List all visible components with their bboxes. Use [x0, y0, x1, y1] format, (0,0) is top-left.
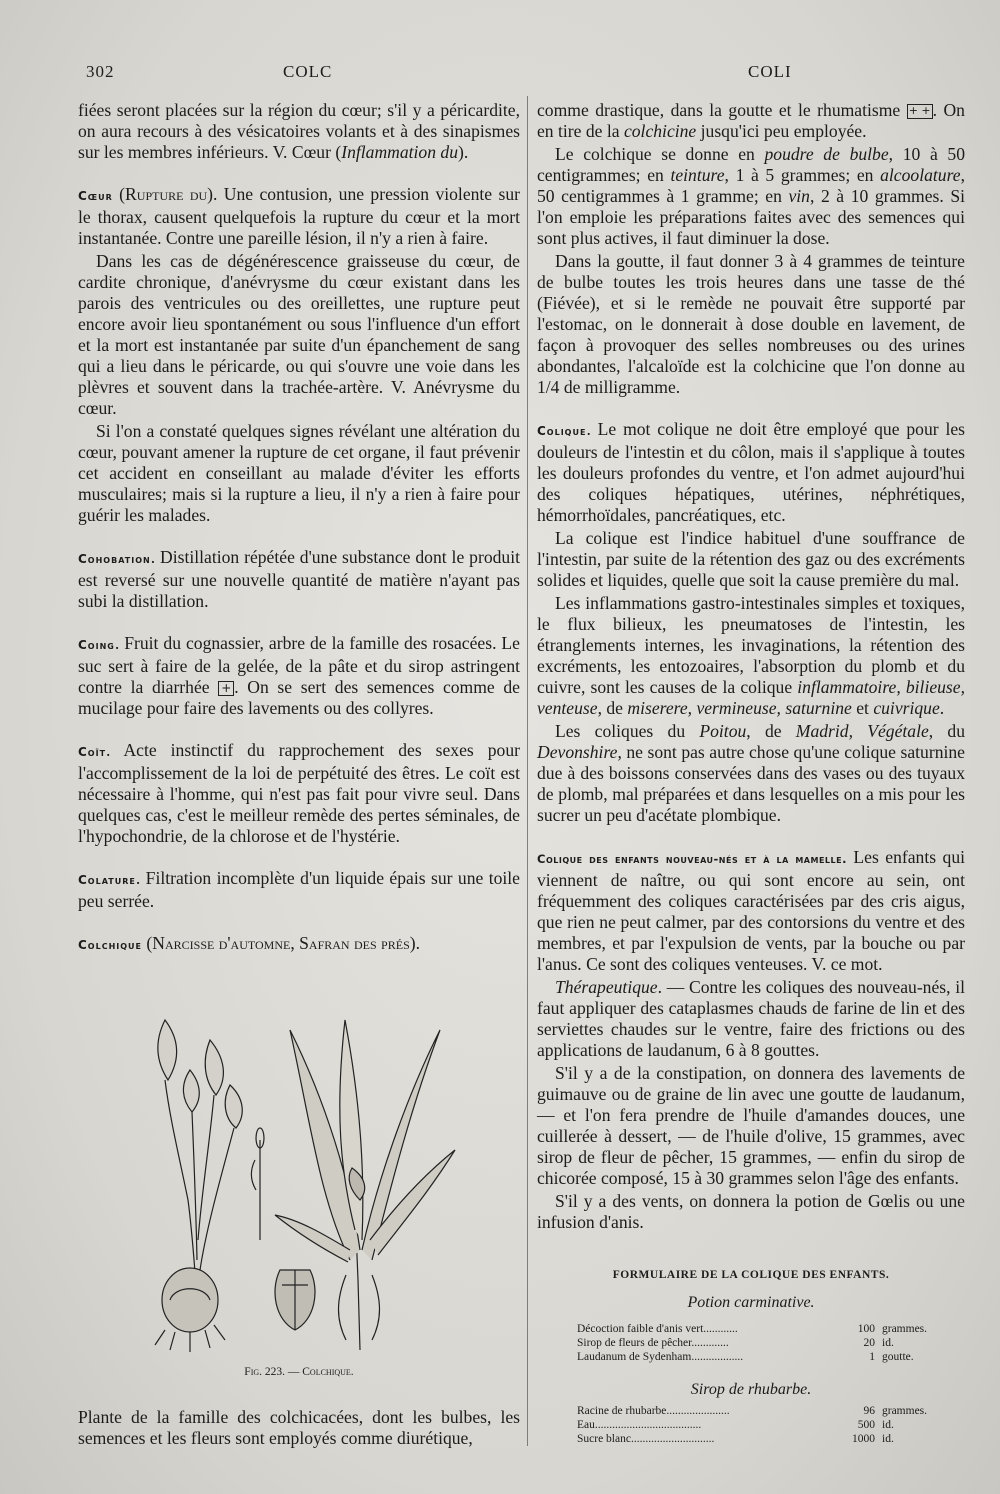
paragraph: La colique est l'indice habituel d'une souffrance de l'intestin, par suite de la rétention des gaz ou des excréments solides et liquides, quelle que soit la cause première du mal.	[537, 528, 965, 590]
paragraph: comme drastique, dans la goutte et le rhumatisme + + . On en tire de la colchicine jusqu'ici peu employée.	[537, 100, 965, 141]
running-header	[0, 62, 1000, 90]
paragraph: Le colchique se donne en poudre de bulbe, 10 à 50 centigrammes; en teinture, 1 à 5 grammes; en alcoolature, 50 centigrammes à 1 gramme; en vin, 2 à 10 grammes. Si l'on emploie les préparations faites avec des semences qui sont plus actives, il faut diminuer la dose.	[537, 144, 966, 248]
recipe-row: Décoction faible d'anis vert............ 100 grammes.	[577, 1323, 928, 1335]
colchicum-illustration	[110, 1000, 500, 1370]
dose-symbol-icon: +	[218, 681, 234, 696]
recipe-row: Racine de rhubarbe...................... 96 grammes.	[577, 1405, 928, 1417]
page-number: 302	[86, 62, 115, 81]
paragraph: Si l'on a constaté quelques signes révélant une altération du cœur, pouvant amener la rupture de cet organe, il faut prévenir cet accident en conseillant au malade d'éviter les efforts musculaires; mais si la rupture a lieu, il n'y a rien à faire pour guérir les malades.	[78, 421, 520, 525]
paragraph: S'il y a de la constipation, on donnera des lavements de guimauve ou de graine de lin avec une goutte de laudanum, — et l'on fera prendre de l'huile d'amandes douces, une cuillerée à dessert, — de l'huile d'olive, 15 grammes, avec sirop de fleur de pêcher, 15 grammes, — enfin du sirop de chicorée composé, 15 à 30 grammes selon l'âge des enfants.	[537, 1063, 965, 1188]
recipe-title: Sirop de rhubarbe.	[690, 1381, 812, 1398]
formulary-title: FORMULAIRE DE LA COLIQUE DES ENFANTS.	[612, 1269, 890, 1281]
headword: Colchique	[78, 938, 143, 952]
paragraph: fiées seront placées sur la région du cœur; s'il y a péricardite, on aura recours à des vésicatoires volants et à des sinapismes sur les membres inférieurs. V. Cœur (Inflammation du).	[78, 100, 520, 162]
entry-colique-enfants: Colique des enfants nouveau-nés et à la mamelle. Les enfants qui viennent de naître, ou qui sont encore au sein, ont fréquemment des coliques caractérisées par des cris aigus, que rien ne peut calmer, par des contorsions du ventre et des membres, et par l'expulsion de vents, par la bouche ou par l'anus. Ce sont des coliques venteuses. V. ce mot.	[537, 847, 965, 974]
paragraph: Dans les cas de dégénérescence graisseuse du cœur, de cardite chronique, d'anévrysme du cœur existant dans les parois des ventricules ou des oreillettes, une rupture peut encore avoir lieu spontanément ou sous l'influence d'un effort et la mort est instantanée par suite d'un épanchement de sang qui a lieu dans le péricarde, ou qui s'ouvre une voie dans les plèvres et souvent dans la trachée-artère. V. Anévrysme du cœur.	[78, 251, 520, 418]
entry-colature: Colature. Filtration incomplète d'un liquide épais sur une toile peu serrée.	[78, 868, 520, 911]
entry-coeur: Cœur (Rupture du). Une contusion, une pression violente sur le thorax, causent quelquefois la rupture du cœur et la mort instantanée. Contre une pareille lésion, il n'y a rien à faire.	[78, 184, 520, 248]
headword: Colique des enfants nouveau-nés et à la mamelle.	[537, 852, 847, 866]
paragraph: Les coliques du Poitou, de Madrid, Végétale, du Devonshire, ne sont pas autre chose qu'une colique saturnine due à des boissons conservées dans des vases ou des tuyaux de plomb, mal préparées et dans lesquelles on a mis pour les sucrer un peu d'acétate plombique.	[537, 721, 966, 825]
figure-caption: Fig. 223. — Colchique.	[244, 1366, 354, 1378]
dose-symbol-icon: + +	[908, 104, 931, 118]
entry-coit: Coït. Acte instinctif du rapprochement des sexes pour l'accomplissement de la loi de perpétuité des êtres. Le coït est nécessaire à l'homme, qui n'est pas fait pour vivre seul. Dans quelques cas, c'est le meilleur remède des pertes séminales, de l'hypochondrie, de la chlorose et de l'hystérie.	[78, 740, 520, 846]
left-running-head: COLC	[283, 62, 333, 81]
entry-coing: Coing. Fruit du cognassier, arbre de la famille des rosacées. Le suc sert à faire de la gelée, de la pâte et du sirop astringent contre la diarrhée + . On se sert des semences comme de mucilage pour faire des lavements ou des collyres.	[78, 633, 520, 718]
paragraph: S'il y a des vents, on donnera la potion de Gœlis ou une infusion d'anis.	[537, 1191, 965, 1232]
headword: Cœur	[78, 189, 113, 203]
paragraph: Thérapeutique. — Contre les coliques des nouveau-nés, il faut appliquer des cataplasmes chauds de farine de lin et des serviettes chaudes sur le ventre, faire des frictions ou des applications de laudanum, 6 à 8 gouttes.	[537, 977, 965, 1060]
headword: Cohobation	[78, 552, 151, 566]
recipe-row: Sucre blanc............................. 1000 id.	[577, 1433, 894, 1445]
headword: Coing	[78, 638, 115, 652]
paragraph: Plante de la famille des colchicacées, dont les bulbes, les semences et les fleurs sont employés comme diurétique,	[78, 1407, 520, 1448]
recipe-row: Eau..................................... 500 id.	[577, 1419, 894, 1431]
entry-cohobation: Cohobation. Distillation répétée d'une substance dont le produit est reversé sur une nouvelle quantité de matière n'ayant pas subi la distillation.	[78, 547, 520, 611]
headword: Coït	[78, 745, 107, 759]
paragraph: Les inflammations gastro-intestinales simples et toxiques, le flux bilieux, les pneumatoses de l'intestin, les étranglements internes, les invaginations, la rétention des excréments, les entozoaires, l'absorption du plomb et du cuivre, sont les causes de la colique inflammatoire, bilieuse, venteuse, de miserere, vermineuse, saturnine et cuivrique.	[537, 593, 965, 718]
headword: Colique	[537, 424, 587, 438]
recipe-row: Sirop de fleurs de pêcher............. 20 id.	[577, 1337, 894, 1349]
entry-colique: Colique. Le mot colique ne doit être employé que pour les douleurs de l'intestin et du côlon, mais il s'applique à toutes les douleurs profondes du ventre, et l'on admet aujourd'hui des coliques hépatiques, utérines, néphrétiques, hémorrhoïdales, pancréatiques, etc.	[537, 419, 965, 525]
recipe-row: Laudanum de Sydenham.................. 1 goutte.	[577, 1351, 914, 1363]
left-column	[78, 100, 520, 956]
paragraph: Dans la goutte, il faut donner 3 à 4 grammes de teinture de bulbe toutes les trois heures dans une tasse de thé (Fiévée), et si le remède ne pouvait être supporté par l'estomac, on le donnerait à dose double en lavement, de façon à provoquer des selles nombreuses ou des urines abondantes, l'alcaloïde est la colchicine que l'on donne au 1/4 de milligramme.	[537, 251, 965, 397]
entry-colchique: Colchique (Narcisse d'automne, Safran des prés).	[78, 933, 421, 953]
right-running-head: COLI	[748, 62, 792, 81]
recipe-title: Potion carminative.	[687, 1294, 815, 1311]
headword: Colature	[78, 873, 136, 887]
right-column	[537, 100, 965, 1233]
column-rule	[527, 96, 528, 1446]
